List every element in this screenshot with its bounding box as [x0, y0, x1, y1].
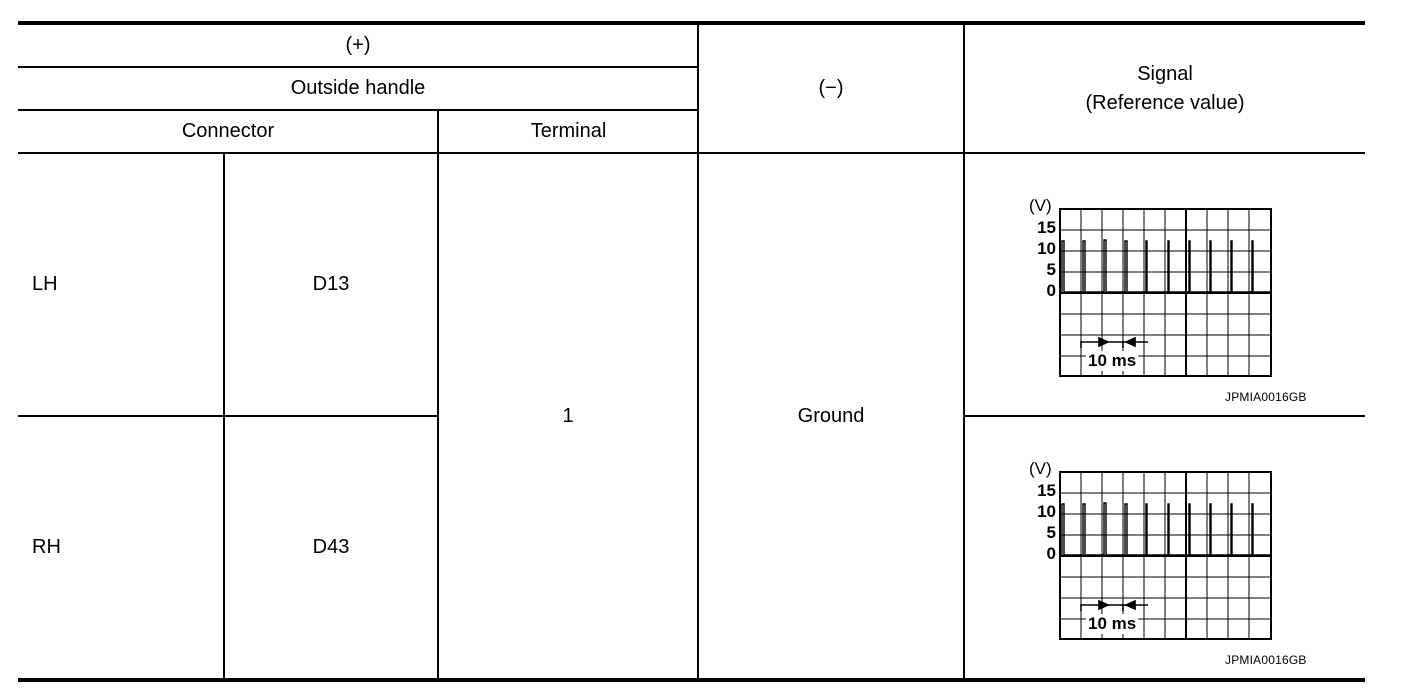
y-tick-15: 15 [1037, 481, 1056, 500]
header-signal-title: Signal [1137, 62, 1193, 85]
y-tick-0: 0 [1046, 281, 1056, 300]
time-division-label: 10 ms [1088, 351, 1137, 370]
terminal-value: 1 [562, 404, 574, 427]
time-division-label: 10 ms [1088, 614, 1137, 633]
figure-code: JPMIA0016GB [1225, 653, 1307, 667]
y-tick-0: 0 [1046, 544, 1056, 563]
header-minus: (−) [818, 77, 844, 99]
row-lh-side: LH [32, 273, 58, 295]
figure-code: JPMIA0016GB [1225, 390, 1307, 404]
header-signal [965, 25, 1365, 152]
oscilloscope-grid [1022, 196, 1322, 416]
header-plus: (+) [345, 34, 371, 56]
y-tick-5: 5 [1046, 260, 1056, 279]
signal-waveform-rh [1022, 459, 1322, 679]
header-terminal: Terminal [530, 120, 607, 142]
minus-value: Ground [797, 404, 865, 427]
header-connector: Connector [181, 120, 275, 142]
y-tick-15: 15 [1037, 218, 1056, 237]
y-tick-10: 10 [1037, 239, 1056, 258]
y-axis-unit: (V) [1029, 196, 1052, 215]
row-rh-connector: D43 [312, 536, 350, 558]
row-rh-side: RH [32, 536, 61, 558]
signal-waveform-lh [1022, 196, 1322, 416]
header-outside-handle: Outside handle [290, 77, 426, 99]
oscilloscope-grid [1022, 459, 1322, 679]
y-tick-10: 10 [1037, 502, 1056, 521]
y-tick-5: 5 [1046, 523, 1056, 542]
row-lh-connector: D13 [312, 273, 350, 295]
y-axis-unit: (V) [1029, 459, 1052, 478]
header-signal-reference: (Reference value) [1085, 91, 1245, 114]
